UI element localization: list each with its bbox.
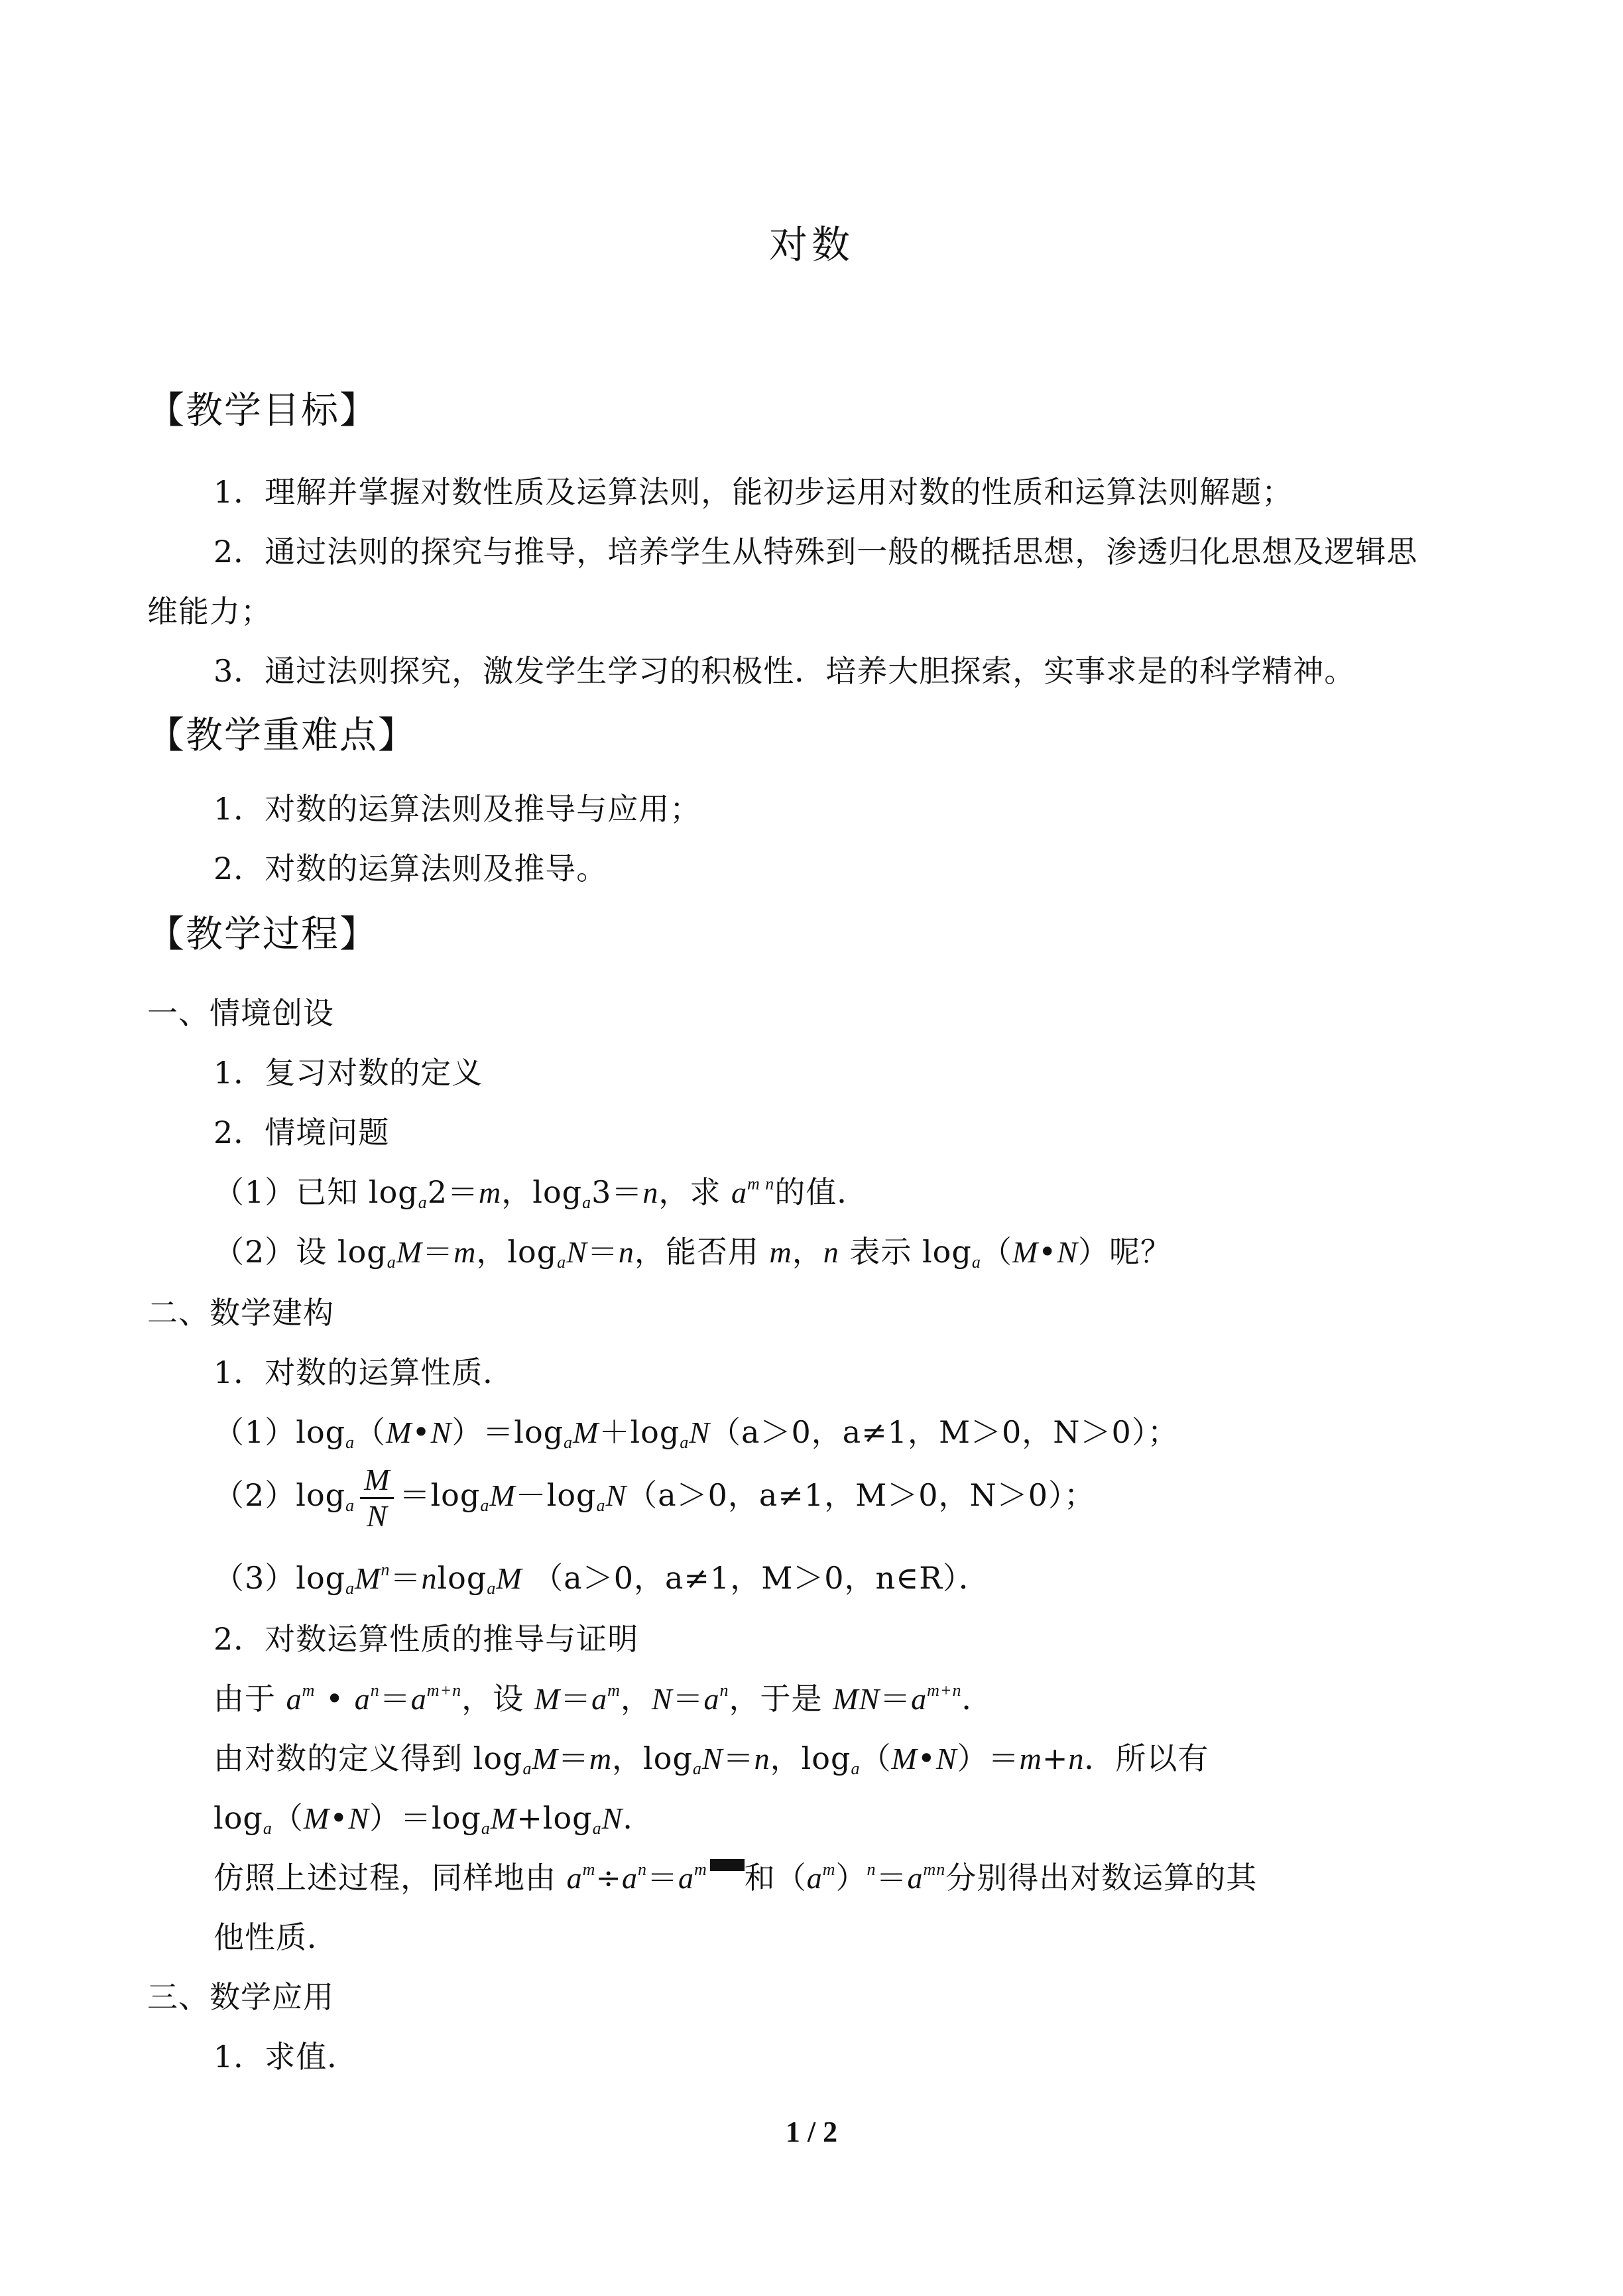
- property-3: $(3)\log_aM^n=nlog_aM$ （a＞0，a≠1，M＞0，n∈R）．: [213, 1560, 990, 1598]
- property-2: $(2)\log_a$ $\frac{M}{N}$ $=\log_aM-\log_aN(a>0$，a≠1，M＞0，N＞0）；: [213, 1462, 1095, 1533]
- part1-heading: 一、情境创设: [147, 995, 334, 1031]
- part2-item2: 2．对数运算性质的推导与证明: [213, 1621, 639, 1657]
- page-number: 1 / 2: [785, 2116, 838, 2148]
- objective-2-cont: 维能力；: [147, 593, 272, 629]
- part3-item1: 1．求值．: [213, 2039, 359, 2075]
- process-heading: 【教学过程】: [147, 913, 378, 956]
- fraction-m-over-n: $\frac{M}{N}$: [360, 1463, 394, 1534]
- part3-heading: 三、数学应用: [147, 1979, 334, 2015]
- redacted-exponent-box: [710, 1859, 745, 1871]
- proof-line-2: 由对数的定义得到 $\log_aM=m$，$\log_aN=n$，$\log_a(M•N)=m+n$．所以有: [213, 1740, 1209, 1778]
- question-1: （1）已知 $\log_a2=m$，$\log_a3=n$，求 $a^{m n}$的值．: [213, 1174, 869, 1212]
- question-2: （2）设 $\log_aM=m$，$\log_aN=n$，能否用 m，n 表示 $\log_a(M•N)$呢？: [213, 1234, 1172, 1272]
- keypoints-heading: 【教学重难点】: [147, 714, 416, 757]
- proof-line-1: 由于 $a^m$ • $a^n=a^{m+n}$，设 $M=a^m$，$N=a^n$，于是 $MN=a^{m+n}$．: [213, 1681, 993, 1717]
- objectives-heading: 【教学目标】: [147, 389, 378, 432]
- objective-1: 1．理解并掌握对数性质及运算法则，能初步运用对数的性质和运算法则解题；: [213, 474, 1293, 510]
- part1-item1: 1．复习对数的定义: [213, 1055, 483, 1091]
- part1-item2: 2．情境问题: [213, 1115, 390, 1150]
- part2-heading: 二、数学建构: [147, 1295, 334, 1331]
- objective-2: 2．通过法则的探究与推导，培养学生从特殊到一般的概括思想，渗透归化思想及逻辑思: [213, 534, 1418, 570]
- property-1: $(1)\log_a(M•N)=\log_aM+\log_aN(a>0$，a≠1，M＞0，N＞0）；: [213, 1414, 1179, 1452]
- proof-line-5: 他性质．: [213, 1919, 338, 1955]
- proof-line-4: 仿照上述过程，同样地由 $a^m\div a^n=a^m$ 和$(a^m)^n=a^{mn}$分别得出对数运算的其: [213, 1860, 1258, 1896]
- page-title: 对数: [768, 222, 854, 267]
- part2-item1: 1．对数的运算性质．: [213, 1355, 514, 1390]
- objective-3: 3．通过法则探究，激发学生学习的积极性．培养大胆探索，实事求是的科学精神。: [213, 653, 1356, 689]
- keypoint-1: 1．对数的运算法则及推导与应用；: [213, 791, 701, 827]
- proof-line-3: $\log_a(M•N)=\log_aM+\log_aN$.: [213, 1800, 633, 1838]
- keypoint-2: 2．对数的运算法则及推导。: [213, 851, 608, 886]
